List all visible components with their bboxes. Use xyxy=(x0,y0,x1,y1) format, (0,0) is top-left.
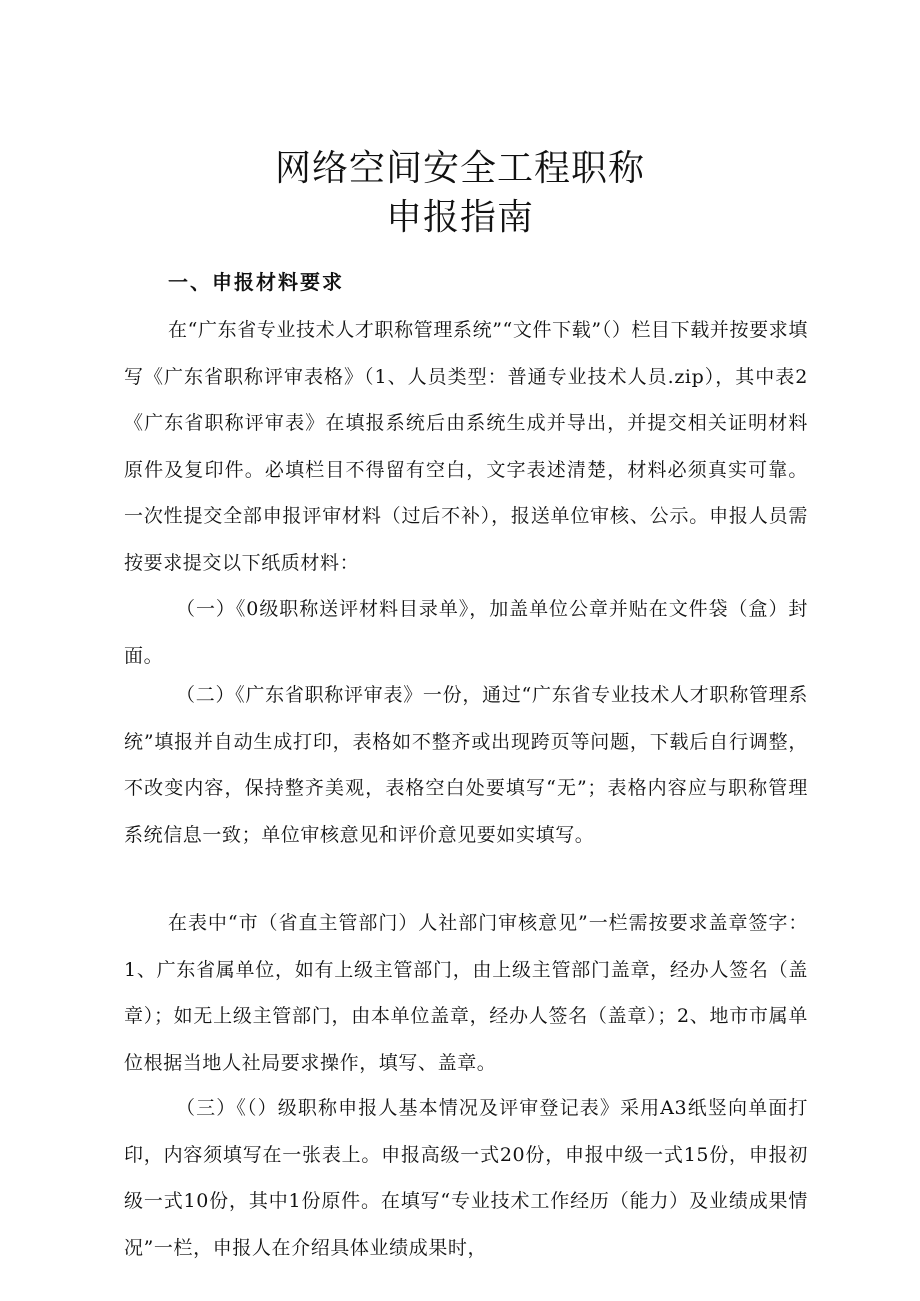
document-title-line-2: 申报指南 xyxy=(385,197,534,238)
paragraph-submission-instructions: 在“广东省专业技术人才职称管理系统”“文件下载”（）栏目下载并按要求填写《广东省职称评审表格》（1、人员类型：普通专业技术人员.zip），其中表2《广东省职称评审表》在填报系统后由系统生成并导出，并提交相关证明材料原件及复印件。必填栏目不得留有空白，文字表述清楚，材料必须真实可靠。一次性提交全部申报评审材料（过后不补），报送单位审核、公示。申报人员需按要求提交以下纸质材料： xyxy=(124,319,808,574)
paragraph-item-3-registration-form: （三）《（）级职称申报人基本情况及评审登记表》采用A3纸竖向单面打印，内容须填写在一张表上。申报高级一式20份，申报中级一式15份，申报初级一式10份，其中1份原件。在填写“专业技术工作经历（能力）及业绩成果情况”一栏，申报人在介绍具体业绩成果时， xyxy=(124,1097,808,1259)
document-title-line-1: 网络空间安全工程职称 xyxy=(274,148,645,189)
section-heading-application-materials: 一、申报材料要求 xyxy=(168,270,344,294)
paragraph-item-2-review-form: （二）《广东省职称评审表》一份，通过“广东省专业技术人才职称管理系统”填报并自动生成打印，表格如不整齐或出现跨页等问题，下载后自行调整，不改变内容，保持整齐美观，表格空白处要填写“无”；表格内容应与职称管理系统信息一致；单位审核意见和评价意见要如实填写。 xyxy=(124,684,808,846)
paragraph-stamp-signature-requirements: 在表中“市（省直主管部门）人社部门审核意见”一栏需按要求盖章签字：1、广东省属单位，如有上级主管部门，由上级主管部门盖章，经办人签名（盖章）；如无上级主管部门，由本单位盖章，经办人签名（盖章）；2、地市市属单位根据当地人社局要求操作，填写、盖章。 xyxy=(124,912,808,1074)
paragraph-item-1-catalog: （一）《0级职称送评材料目录单》，加盖单位公章并贴在文件袋（盒）封面。 xyxy=(124,598,808,667)
